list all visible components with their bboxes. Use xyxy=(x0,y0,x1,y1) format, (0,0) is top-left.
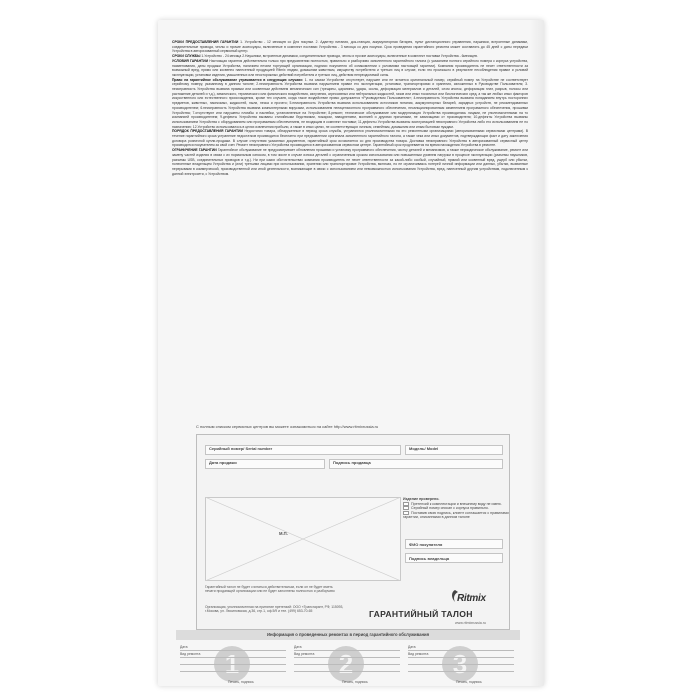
repair-slot[interactable] xyxy=(292,642,402,684)
repairs-header: Информация о проведенных ремонтах в период гарантийного обслуживания xyxy=(176,630,520,640)
brand-logo: Ritmix xyxy=(457,593,486,604)
checkbox[interactable] xyxy=(403,511,409,515)
inspection-checklist xyxy=(403,497,515,520)
validity-note: Гарантийный талон не будет считаться действительным, если он не будет иметь печати продающей организации или не будет заполнены полностью и разборчиво xyxy=(205,585,335,594)
repair-slot-lines: Дата Вид ремонта xyxy=(294,644,400,672)
checklist-item: Серийный номер списан с корпуса правильно. xyxy=(403,506,515,511)
owner-signature-field[interactable]: Подпись владельца xyxy=(405,553,503,563)
card-title: ГАРАНТИЙНЫЙ ТАЛОН xyxy=(369,609,473,619)
repair-slot-number: 3 xyxy=(442,646,478,682)
checklist-item: Претензий к комплектации и внешнему виду не имею. xyxy=(403,502,515,507)
checkbox[interactable] xyxy=(403,506,409,510)
repair-slot[interactable] xyxy=(406,642,516,684)
checkbox[interactable] xyxy=(403,502,409,506)
repair-slot-number: 2 xyxy=(328,646,364,682)
terms-paragraph: УСЛОВИЯ ГАРАНТИИ Настоящая гарантия действительна только при предъявлении полностью, правильно и разборчиво заполненного гарантийного талона (с указанием полного серийного номера с корпуса устройства, наименования, даты продажи Устройства, наличием печати торгующей организации, подписи покупателя об ознакомлении с условиями настоящей гарантии). Компания производитель не несет ответственности за возможный вред, прямо или косвенно нанесенный продукцией Ritmix людям, домашним животным, имуществу потребителя и третьих лиц в случае, если это произошло в результате несоблюдения правил и условий эксплуатации, установки изделия, умышленных или неосторожных действий потребителя и третьих лиц, действия непреодолимой силы. xyxy=(172,58,528,77)
repair-slot-signature: Печать, подпись xyxy=(228,680,254,684)
brand-url: www.ritmixrussia.ru xyxy=(455,621,486,625)
stamp-label: М.П. xyxy=(279,531,288,536)
repair-slot-signature: Печать, подпись xyxy=(342,680,368,684)
sale-date-field[interactable]: Дата продажи xyxy=(205,459,325,469)
serial-number-field[interactable]: Серийный номер/ Serial number xyxy=(205,445,401,455)
card-frame xyxy=(196,434,510,630)
repairs-section xyxy=(168,630,528,684)
terms-paragraph: Право на гарантийное обслуживание утрачивается в следующих случаях: 1. на самом Устройстве отсутствует, нарушен или не читается оригинальный номер, серийный номер на Устройстве не соответствует серийному номеру, указанному в данном талоне; 2.неисправность Устройства вызвана нарушением правил его эксплуатации, установки, транспортировки и хранения, изложенных в Руководстве Пользователя; 3. неисправность Устройства вызвана прямым или косвенным действием механических сил (трещины, царапины, удары, сколы, деформация материалов и деталей, слом кнопок, деформация плат, разрыв, полосы или растяжение деталей и т.д.), химического, термического или физического воздействия, излучения, агрессивных или нейтральных жидкостей, газов или иных токсичных или биологических сред, а так же любых иных факторов искусственного или естественного происхождения, кроме тех случаев, когда такое воздействие прямо допускается «Руководством Пользователя»; 4.неисправность Устройства вызвана попаданием внутрь посторонних предметов, животных, насекомых, жидкостей, пыли, песка и прочего; 5.неисправность Устройства вызвана использованием источников питания, аккумуляторных батарей, зарядных устройств, не рекомендованных производителем; 6.неисправность Устройства вызвана компьютерными вирусами, использованием нелицензионного программного обеспечения, несанкционированным изменением программного обеспечения, прошивки Устройства; 7.отсутствуют или нарушены пломбы и наклейки, установленные на Устройстве; 8.ремонт, техническое обслуживание или модернизация Устройства производились лицами, не уполномоченными на то компанией производителем; 9.дефекты Устройства вызваны стихийными бедствиями, пожаром, наводнением, молнией и другими причинами, не зависящими от производителя; 10.дефекты Устройства вызваны использованием Устройства с оборудованием или программным обеспечением, не входящим в комплект поставки; 11.дефекты Устройства вызваны эксплуатацией неисправного Устройства либо его использованием не по назначению; 12.Устройство использовалось в целях извлечения прибыли, а также в иных целях, не соответствующих личным, семейным, домашним или иным бытовым нуждам. xyxy=(172,77,529,129)
service-center-note: С полным списком сервисных центров вы можете ознакомиться на сайте http://www.ritmixrussia.ru xyxy=(196,424,379,429)
buyer-name-field[interactable]: ФИО покупателя xyxy=(405,539,503,549)
warranty-terms xyxy=(172,40,528,176)
organization-note: Организация, уполномоченная на принятие претензий: ООО «Трансгарант, РФ, 115093, г.Москва, ул. Люсиновская, д.36, стр.1, оф.5/9 и тел. (499) 653-70-65 xyxy=(205,605,344,614)
stamp-area-diagonals xyxy=(205,497,401,581)
seller-signature-field[interactable]: Подпись продавца xyxy=(329,459,503,469)
terms-paragraph: ОГРАНИЧЕНИЕ ГАРАНТИИ Гарантийное обслуживание не предусматривает обновления прошивки и установку программного обеспечения, чистку деталей и механизмов, а также периодическое обслуживание, ремонт или замену частей изделия в связи с их нормальным износом, в том числе в случае износа деталей с ограниченным сроком использования или повышенным уровнем нагрузки в процессе эксплуатации (разъемы наушников, разъемы USB, соединительных проводов и т.д.). Ни при каких обстоятельствах компания производитель не несет ответственности за какой-либо особый, случайный, прямой или косвенный вред, ущерб или убытки, понесенные владельцем Устройства и (или) третьими лицами при использовании, хранении или транспортировке Устройства, включая, но не ограничиваясь потерей личной информации или данных, убытки, вызванные перерывами в коммерческой, производственной или иной деятельности, возникающие в связи с использованием или невозможностью использования Устройства, вред, нанесенный другим устройствам, подключенным к данной электросети, с Устройством. xyxy=(172,148,528,176)
terms-paragraph: СРОКИ ПРЕДОСТАВЛЕНИЯ ГАРАНТИИ 1. Устройство - 12 месяцев со Дня покупки. 2. Адаптер питания, док-станция, аккумуляторная батарея, пульт дистанционного управления, наушники, встроенные динамики, соединительные провода, чехлы и прочие аксессуары, включенные в комплект поставки Устройства - 3 месяца со дня покупки. Срок проведения гарантийного ремонта может составлять до 45 дней с даты передачи Устройства в авторизованный сервисный центр. xyxy=(172,40,529,54)
terms-paragraph: ПОРЯДОК ПРЕДОСТАВЛЕНИЯ ГАРАНТИИ Недостатки товара, обнаруженные в период срока службы, устраняются уполномоченными на это ремонтными организациями (авторизованными сервисными центрами). В течение гарантийного срока устранение недостатков производится бесплатно при предъявлении оригинала заполненного гарантийного талона, а также чека или иных документов, подтверждающих факт и дату заключения договора розничной купли-продажи. В случае отсутствия указанных документов, гарантийный срок исчисляется со дня производства товара. Доставка неисправного Устройства в авторизованный сервисный центр производится покупателем за свой счет. Ремонт неисправного Устройства производится в авторизованном сервисном центре. Гарантийный срок продлевается на время нахождения Устройства в ремонте. xyxy=(172,129,528,148)
terms-paragraph: СРОКИ СЛУЖБЫ 1.Устройство - 24 месяца 2.Наушники, встроенные динамики, соединительные провода, чехлы и прочие аксессуары, включенные в комплект поставки Устройства - 6месяцев. xyxy=(172,54,478,59)
model-field[interactable]: Модель/ Model xyxy=(405,445,503,455)
repair-slot-lines: Дата Вид ремонта xyxy=(180,644,286,672)
repair-slot-number: 1 xyxy=(214,646,250,682)
repair-slot-lines: Дата Вид ремонта xyxy=(408,644,514,672)
checklist-title: Изделие проверено. xyxy=(403,497,440,501)
repair-slot[interactable] xyxy=(178,642,288,684)
repair-slot-signature: Печать, подпись xyxy=(456,680,482,684)
checklist-item: Поставив свою подпись, клиент соглашается с правилами гарантии, описанными в данном талоне xyxy=(403,510,509,520)
